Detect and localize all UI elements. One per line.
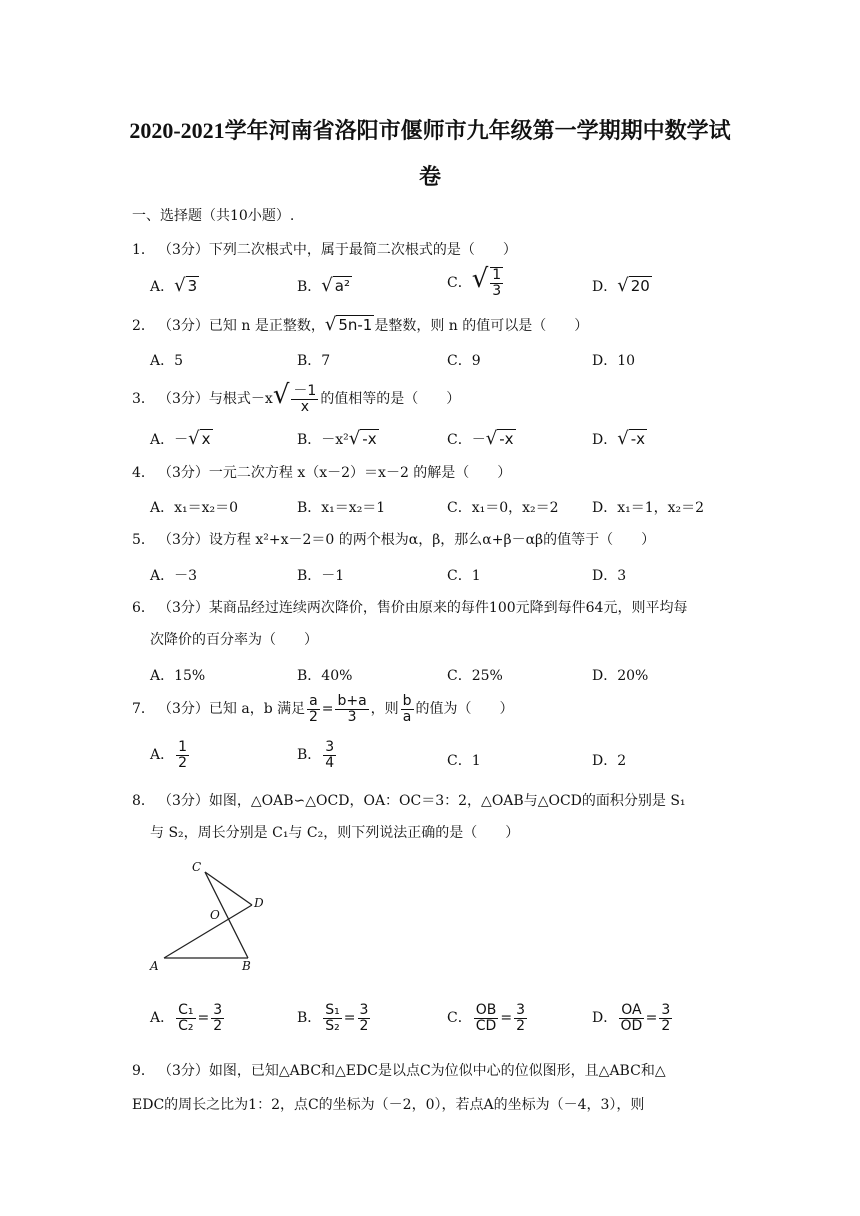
q1-option-c: C．√ $\frac{1}{3}$ — [447, 264, 502, 299]
page-title: 2020-2021学年河南省洛阳市偃师市九年级第一学期期中数学试 — [129, 118, 731, 143]
label-c: C — [192, 860, 202, 874]
question-8-cont: 与 S₂，周长分别是 C₁与 C₂，则下列说法正确的是（ ） — [150, 825, 520, 841]
q3-option-a: A．－√ x — [150, 428, 211, 449]
question-7: 7． （3分）已知 a，b 满足 $\frac{a}{2}$ = $\frac{b+a}{3}$ ，则 $\frac{b}{a}$ 的值为（ ） — [132, 693, 514, 725]
q1-option-b: B．√ a² — [297, 275, 350, 296]
q2-option-c: C．9 — [447, 353, 481, 369]
question-5: 5． （3分）设方程 x²+x－2＝0 的两个根为α，β，那么α+β－αβ的值等于（ ） — [132, 532, 656, 548]
q7-option-b: B． $\frac{3}{4}$ — [297, 739, 335, 771]
label-d: D — [254, 896, 264, 910]
question-8: 8． （3分）如图，△OAB∽△OCD，OA：OC＝3：2，△OAB与△OCD的面积分别是 S₁ — [132, 793, 686, 809]
q4-option-b: B．x₁＝x₂＝1 — [297, 500, 386, 516]
q3-option-b: B．－x²√ -x — [297, 428, 377, 449]
q1-option-d: D．√ 20 — [592, 275, 650, 296]
q6-option-b: B．40% — [297, 668, 353, 684]
label-o: O — [210, 908, 220, 922]
q2-option-d: D．10 — [592, 353, 636, 369]
q1-option-a: A．√ 3 — [150, 275, 198, 296]
segment-ad — [164, 905, 252, 958]
question-1: 1． （3分）下列二次根式中，属于最简二次根式的是（ ） — [132, 242, 517, 258]
q5-option-a: A．－3 — [150, 568, 198, 584]
q4-option-c: C．x₁＝0，x₂＝2 — [447, 500, 559, 516]
q8-option-c: C． $\frac{OB}{CD}$ = $\frac{3}{2}$ — [447, 1002, 525, 1034]
label-b: B — [242, 959, 251, 973]
q3-option-d: D．√ -x — [592, 428, 646, 449]
q2-option-a: A．5 — [150, 353, 184, 369]
q6-option-a: A．15% — [150, 668, 206, 684]
question-2: 2． （3分）已知 n 是正整数，√ 5n-1 是整数，则 n 的值可以是（ ） — [132, 314, 589, 335]
q6-option-d: D．20% — [592, 668, 649, 684]
question-3: 3． （3分）与根式－x√ $\frac{-1}{x}$ 的值相等的是（ ） — [132, 380, 461, 415]
q3-option-c: C．－√ -x — [447, 428, 514, 449]
section-heading: 一、选择题（共10小题）. — [132, 208, 295, 224]
q5-option-b: B．－1 — [297, 568, 345, 584]
q5-option-d: D．3 — [592, 568, 627, 584]
q8-option-b: B． $\frac{\text{S₁}}{\text{S₂}}$ = $\frac{3}{2}$ — [297, 1002, 369, 1034]
question-9-cont: EDC的周长之比为1：2，点C的坐标为（－2，0），若点A的坐标为（－4，3），则 — [132, 1097, 645, 1113]
question-6-cont: 次降价的百分率为（ ） — [150, 632, 318, 648]
question-4: 4． （3分）一元二次方程 x（x－2）＝x－2 的解是（ ） — [132, 465, 512, 481]
q2-option-b: B．7 — [297, 353, 331, 369]
q8-option-a: A． $\frac{\text{C₁}}{\text{C₂}}$ = $\frac{3}{2}$ — [150, 1002, 223, 1034]
q8-option-d: D． $\frac{OA}{OD}$ = $\frac{3}{2}$ — [592, 1002, 671, 1034]
q7-option-a: A． $\frac{1}{2}$ — [150, 739, 188, 771]
q7-option-d: D．2 — [592, 753, 627, 769]
q6-option-c: C．25% — [447, 668, 503, 684]
triangle-figure — [140, 855, 280, 975]
page-title-cont: 卷 — [418, 164, 441, 189]
q5-option-c: C．1 — [447, 568, 481, 584]
q4-option-a: A．x₁＝x₂＝0 — [150, 500, 239, 516]
label-a: A — [150, 959, 159, 973]
segment-cd — [205, 872, 252, 905]
question-6: 6． （3分）某商品经过连续两次降价，售价由原来的每件100元降到每件64元，则平均每 — [132, 600, 688, 616]
q7-option-c: C．1 — [447, 753, 481, 769]
q4-option-d: D．x₁＝1，x₂＝2 — [592, 500, 705, 516]
question-9: 9． （3分）如图，已知△ABC和△EDC是以点C为位似中心的位似图形，且△ABC和△ — [132, 1063, 666, 1079]
